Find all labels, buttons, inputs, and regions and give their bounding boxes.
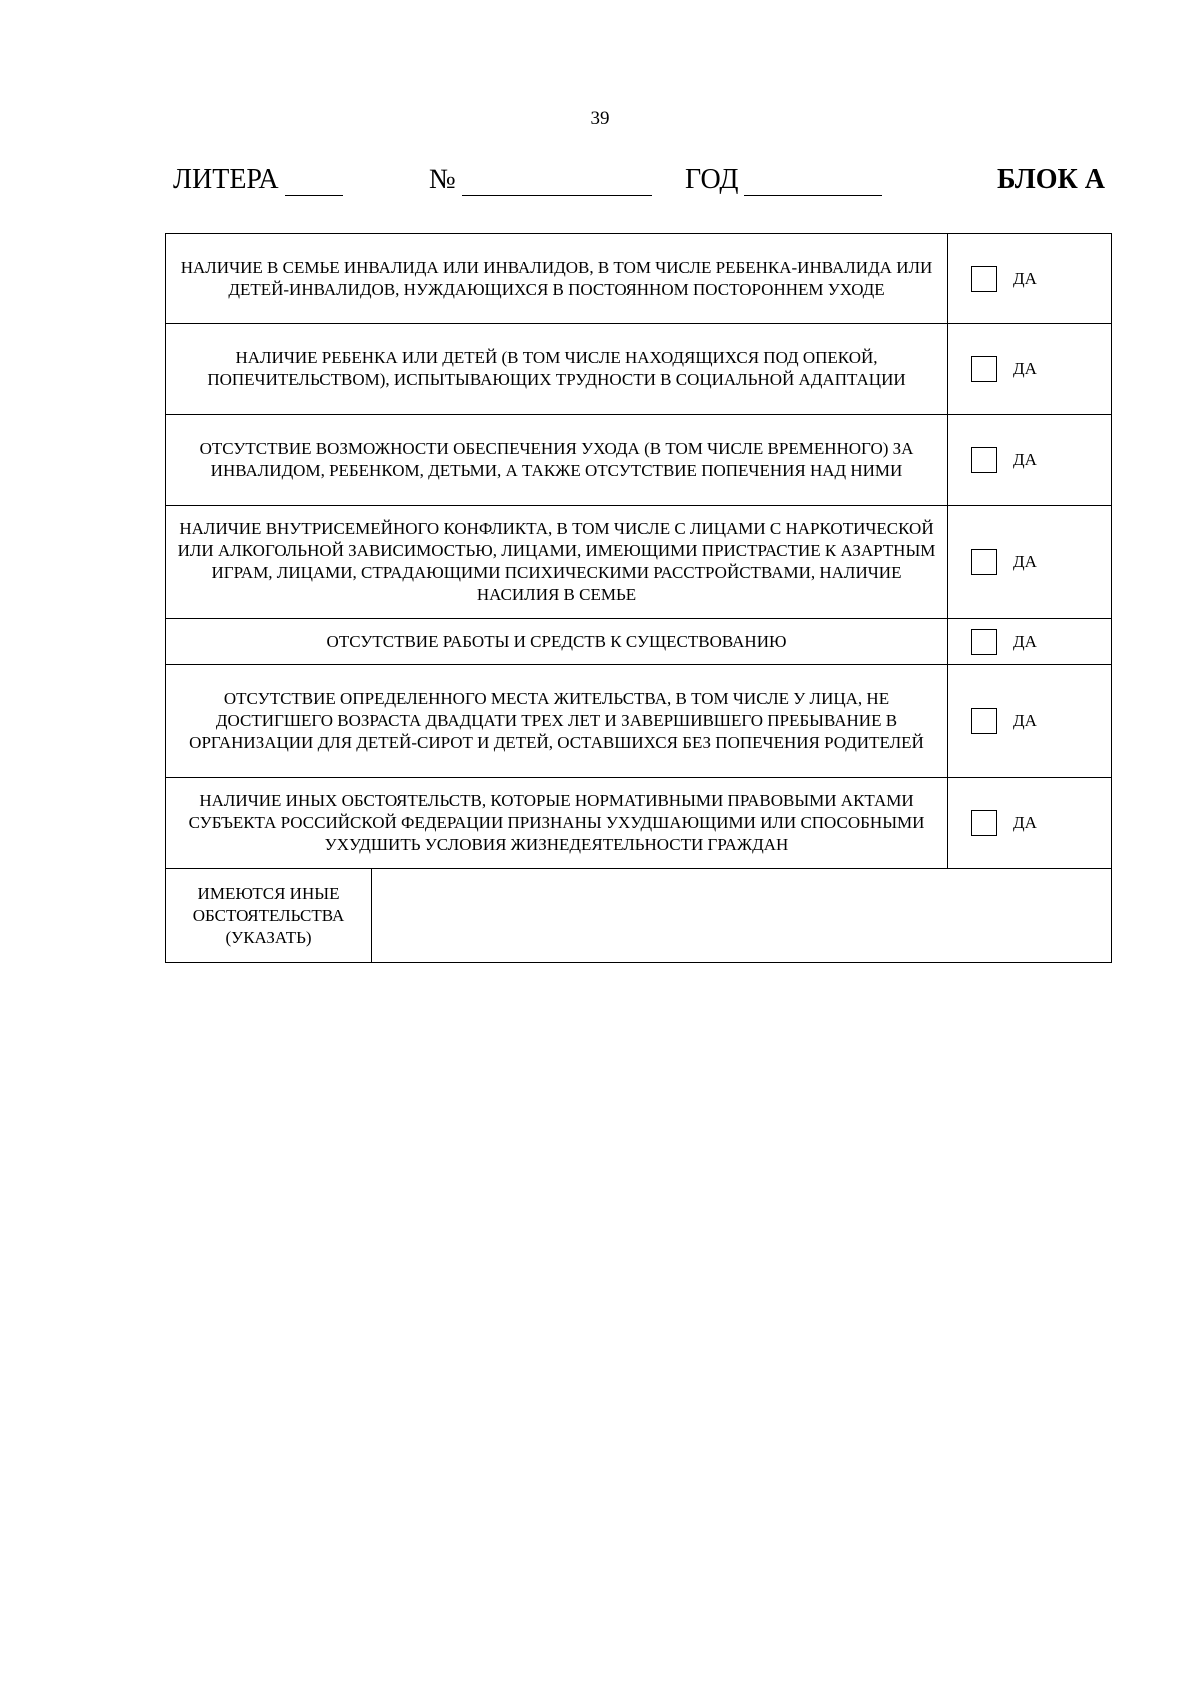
question-row — [166, 415, 1112, 506]
answer-cell — [948, 234, 1112, 324]
yes-checkbox[interactable] — [971, 708, 997, 734]
number-field — [429, 164, 652, 196]
yes-checkbox[interactable] — [971, 447, 997, 473]
answer-cell — [948, 506, 1112, 619]
question-text: ОТСУТСТВИЕ ВОЗМОЖНОСТИ ОБЕСПЕЧЕНИЯ УХОДА (В ТОМ ЧИСЛЕ ВРЕМЕННОГО) ЗА ИНВАЛИДОМ, РЕБЕНКОМ, ДЕТЬМИ, А ТАКЖЕ ОТСУТСТВИЕ ПОПЕЧЕНИЯ НАД НИМИ — [166, 415, 948, 506]
year-label: ГОД — [685, 164, 739, 195]
yes-checkbox[interactable] — [971, 549, 997, 575]
other-label-line: (УКАЗАТЬ) — [225, 927, 312, 947]
litera-blank[interactable] — [285, 169, 343, 196]
yes-label: ДА — [1013, 631, 1037, 651]
year-blank[interactable] — [744, 169, 882, 196]
other-circumstances-row — [166, 869, 1112, 963]
yes-checkbox[interactable] — [971, 356, 997, 382]
question-text: НАЛИЧИЕ ВНУТРИСЕМЕЙНОГО КОНФЛИКТА, В ТОМ ЧИСЛЕ С ЛИЦАМИ С НАРКОТИЧЕСКОЙ ИЛИ АЛКОГОЛЬНОЙ ЗАВИСИМОСТЬЮ, ЛИЦАМИ, ИМЕЮЩИМИ ПРИСТРАСТИЕ К АЗАРТНЫМ ИГРАМ, ЛИЦАМИ, СТРАДАЮЩИМИ ПСИХИЧЕСКИМИ РАССТРОЙСТВАМИ, НАЛИЧИЕ НАСИЛИЯ В СЕМЬЕ — [166, 506, 948, 619]
question-text: НАЛИЧИЕ В СЕМЬЕ ИНВАЛИДА ИЛИ ИНВАЛИДОВ, В ТОМ ЧИСЛЕ РЕБЕНКА-ИНВАЛИДА ИЛИ ДЕТЕЙ-ИНВАЛИДОВ, НУЖДАЮЩИХСЯ В ПОСТОЯННОМ ПОСТОРОННЕМ УХОДЕ — [166, 234, 948, 324]
answer-cell — [948, 665, 1112, 778]
answer-cell — [948, 778, 1112, 869]
yes-label: ДА — [1013, 552, 1037, 571]
circumstances-table — [165, 233, 1112, 963]
yes-checkbox[interactable] — [971, 810, 997, 836]
page-number: 39 — [590, 108, 610, 129]
yes-checkbox[interactable] — [971, 629, 997, 655]
question-row — [166, 234, 1112, 324]
question-row — [166, 324, 1112, 415]
other-circumstances-label — [166, 869, 372, 963]
other-circumstances-cell — [372, 869, 1112, 963]
year-field — [685, 164, 882, 196]
yes-label: ДА — [1013, 711, 1037, 730]
yes-label: ДА — [1013, 268, 1037, 288]
question-text: ОТСУТСТВИЕ РАБОТЫ И СРЕДСТВ К СУЩЕСТВОВАНИЮ — [166, 619, 948, 665]
question-row — [166, 665, 1112, 778]
block-label: БЛОК А — [997, 164, 1105, 195]
number-label: № — [429, 164, 456, 195]
other-label-line: ИМЕЮТСЯ ИНЫЕ — [197, 883, 340, 903]
question-row — [166, 619, 1112, 665]
yes-label: ДА — [1013, 813, 1037, 832]
answer-cell — [948, 619, 1112, 665]
litera-field — [173, 164, 343, 196]
question-text: НАЛИЧИЕ РЕБЕНКА ИЛИ ДЕТЕЙ (В ТОМ ЧИСЛЕ НАХОДЯЩИХСЯ ПОД ОПЕКОЙ, ПОПЕЧИТЕЛЬСТВОМ), ИСПЫТЫВАЮЩИХ ТРУДНОСТИ В СОЦИАЛЬНОЙ АДАПТАЦИИ — [166, 324, 948, 415]
form-header — [173, 164, 1105, 204]
yes-checkbox[interactable] — [971, 266, 997, 292]
litera-label: ЛИТЕРА — [173, 164, 279, 195]
answer-cell — [948, 324, 1112, 415]
question-text: НАЛИЧИЕ ИНЫХ ОБСТОЯТЕЛЬСТВ, КОТОРЫЕ НОРМАТИВНЫМИ ПРАВОВЫМИ АКТАМИ СУБЪЕКТА РОССИЙСКОЙ ФЕДЕРАЦИИ ПРИЗНАНЫ УХУДШАЮЩИМИ ИЛИ СПОСОБНЫМИ УХУДШИТЬ УСЛОВИЯ ЖИЗНЕДЕЯТЕЛЬНОСТИ ГРАЖДАН — [166, 778, 948, 869]
other-circumstances-input[interactable] — [372, 869, 1111, 957]
question-text: ОТСУТСТВИЕ ОПРЕДЕЛЕННОГО МЕСТА ЖИТЕЛЬСТВА, В ТОМ ЧИСЛЕ У ЛИЦА, НЕ ДОСТИГШЕГО ВОЗРАСТА ДВАДЦАТИ ТРЕХ ЛЕТ И ЗАВЕРШИВШЕГО ПРЕБЫВАНИЕ В ОРГАНИЗАЦИИ ДЛЯ ДЕТЕЙ-СИРОТ И ДЕТЕЙ, ОСТАВШИХСЯ БЕЗ ПОПЕЧЕНИЯ РОДИТЕЛЕЙ — [166, 665, 948, 778]
yes-label: ДА — [1013, 359, 1037, 378]
number-blank[interactable] — [462, 169, 652, 196]
yes-label: ДА — [1013, 450, 1037, 469]
question-row — [166, 778, 1112, 869]
other-label-line: ОБСТОЯТЕЛЬСТВА — [192, 905, 345, 925]
answer-cell — [948, 415, 1112, 506]
question-row — [166, 506, 1112, 619]
